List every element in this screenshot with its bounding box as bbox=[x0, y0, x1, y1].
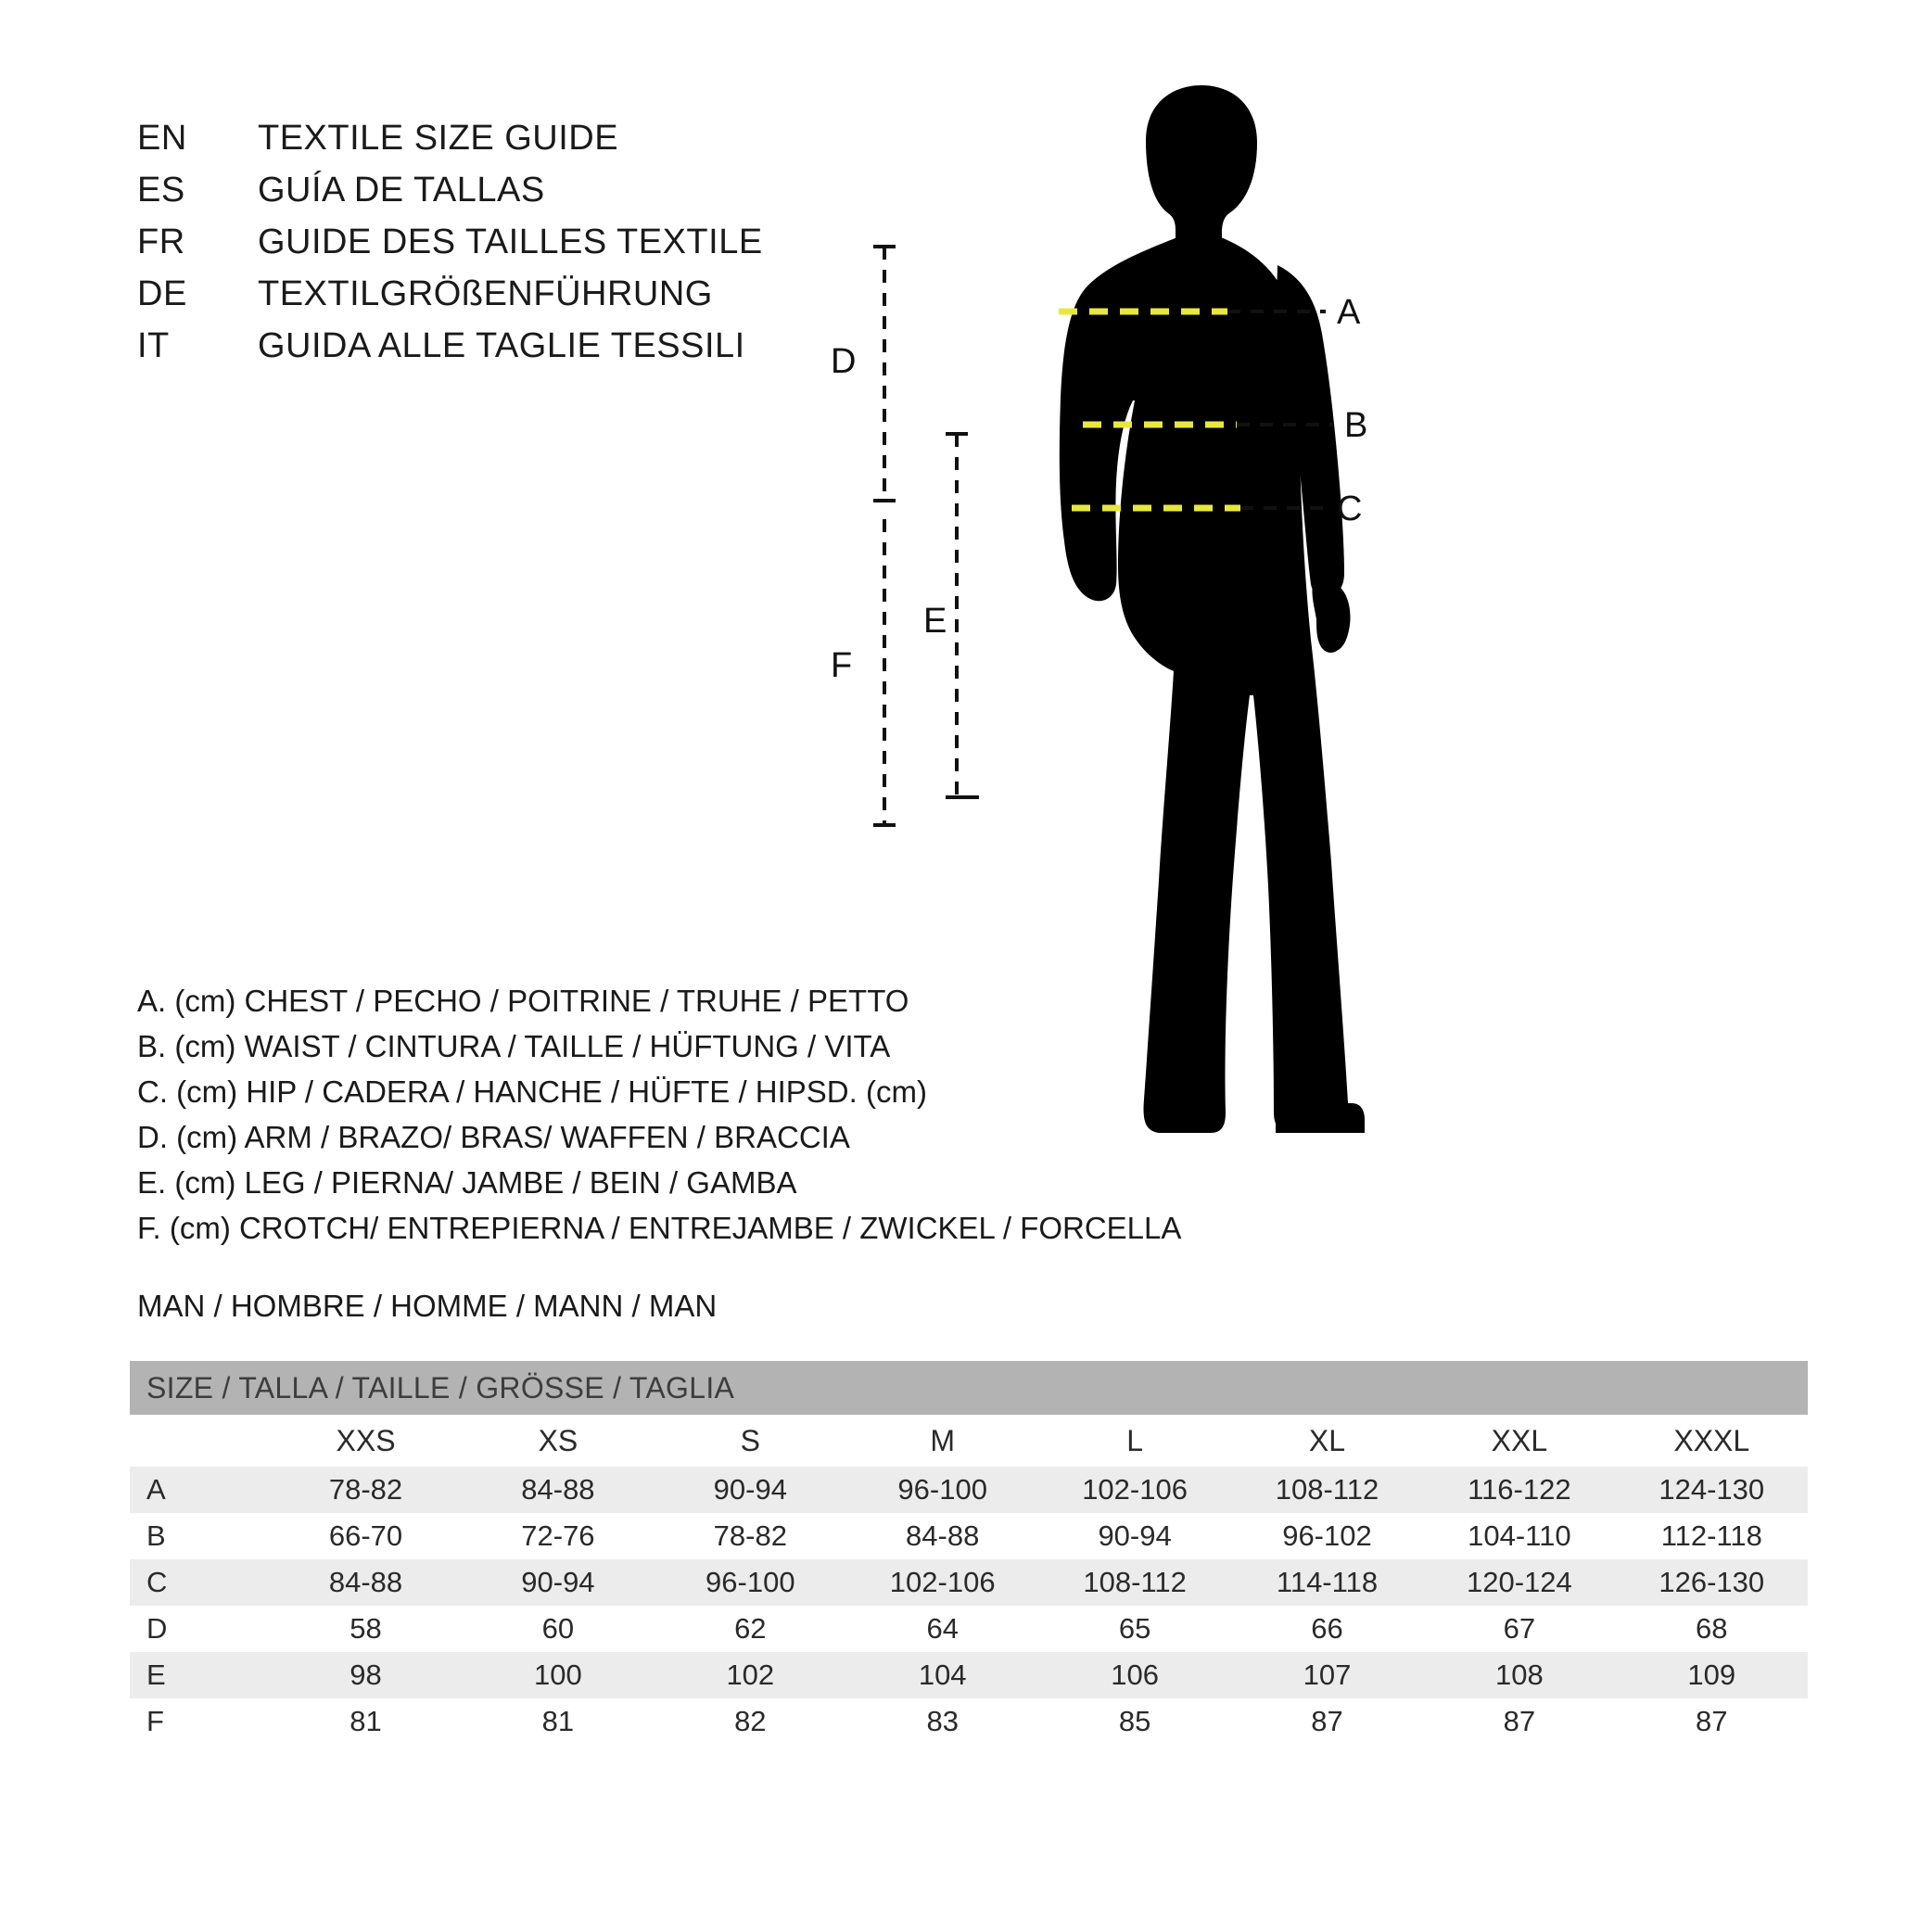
size-table bbox=[130, 1361, 1808, 1745]
cell: 78-82 bbox=[270, 1467, 462, 1513]
table-row bbox=[130, 1698, 1808, 1745]
cell: 58 bbox=[350, 1612, 382, 1645]
cell: 66 bbox=[1311, 1612, 1343, 1645]
language-row bbox=[137, 171, 763, 222]
row-label-e: E bbox=[130, 1652, 270, 1698]
cell: 98 bbox=[270, 1652, 462, 1698]
cell: 90-94 bbox=[462, 1559, 654, 1606]
cell: 104 bbox=[846, 1652, 1038, 1698]
label-crotch: F bbox=[831, 646, 853, 685]
legend-item-e: E. (cm) LEG / PIERNA/ JAMBE / BEIN / GAMBA bbox=[137, 1165, 797, 1200]
legend-item-c: C. (cm) HIP / CADERA / HANCHE / HÜFTE / HIPSD. (cm) bbox=[137, 1074, 927, 1109]
cell: 81 bbox=[541, 1705, 575, 1737]
cell: 124-130 bbox=[1616, 1467, 1808, 1513]
cell: 72-76 bbox=[521, 1519, 595, 1552]
cell: 60 bbox=[541, 1612, 575, 1645]
row-label-f: F bbox=[146, 1705, 164, 1737]
gender-label: MAN / HOMBRE / HOMME / MANN / MAN bbox=[137, 1289, 718, 1323]
language-title-block bbox=[137, 119, 763, 378]
label-chest: A bbox=[1337, 293, 1361, 332]
language-code: FR bbox=[137, 222, 185, 261]
legend-item-d: D. (cm) ARM / BRAZO/ BRAS/ WAFFEN / BRACCIA bbox=[137, 1120, 850, 1154]
language-title: TEXTILGRÖßENFÜHRUNG bbox=[258, 274, 713, 313]
cell: 84-88 bbox=[270, 1559, 462, 1606]
table-size-header-row bbox=[130, 1415, 1808, 1467]
label-waist: B bbox=[1344, 406, 1368, 445]
cell: 106 bbox=[1038, 1652, 1230, 1698]
language-code: ES bbox=[137, 171, 185, 210]
table-row bbox=[130, 1513, 1808, 1559]
cell: 62 bbox=[734, 1612, 767, 1645]
cell: 104-110 bbox=[1468, 1519, 1571, 1552]
table-row bbox=[130, 1559, 1808, 1606]
row-label-a: A bbox=[130, 1467, 270, 1513]
legend-item-a: A. (cm) CHEST / PECHO / POITRINE / TRUHE / PETTO bbox=[137, 984, 909, 1018]
legend-item-f: F. (cm) CROTCH/ ENTREPIERNA / ENTREJAMBE / ZWICKEL / FORCELLA bbox=[137, 1211, 1182, 1245]
legend-item-b: B. (cm) WAIST / CINTURA / TAILLE / HÜFTUNG / VITA bbox=[137, 1029, 891, 1063]
cell: 108-112 bbox=[1038, 1559, 1230, 1606]
cell: 65 bbox=[1118, 1612, 1151, 1645]
size-header-l: L bbox=[1126, 1423, 1143, 1457]
row-label-b: B bbox=[146, 1519, 166, 1552]
cell: 100 bbox=[462, 1652, 654, 1698]
cell: 112-118 bbox=[1660, 1519, 1762, 1552]
language-code: IT bbox=[137, 326, 170, 365]
language-title: TEXTILE SIZE GUIDE bbox=[258, 119, 619, 158]
cell: 108 bbox=[1423, 1652, 1615, 1698]
cell: 87 bbox=[1311, 1705, 1343, 1737]
language-row bbox=[137, 222, 763, 274]
cell: 108-112 bbox=[1231, 1467, 1423, 1513]
cell: 68 bbox=[1696, 1612, 1728, 1645]
cell: 66-70 bbox=[328, 1519, 403, 1552]
language-row bbox=[137, 326, 763, 378]
size-header-xxxl: XXXL bbox=[1673, 1423, 1750, 1457]
size-header-xl: XL bbox=[1308, 1423, 1346, 1457]
cell: 90-94 bbox=[655, 1467, 846, 1513]
label-hip: C bbox=[1337, 489, 1363, 528]
table-band-header bbox=[130, 1361, 1808, 1415]
male-silhouette-icon bbox=[1060, 85, 1368, 1133]
cell: 83 bbox=[926, 1705, 959, 1737]
size-band-label: SIZE / TALLA / TAILLE / GRÖSSE / TAGLIA bbox=[130, 1361, 1808, 1415]
cell: 126-130 bbox=[1616, 1559, 1808, 1606]
cell: 114-118 bbox=[1231, 1559, 1423, 1606]
cell: 96-100 bbox=[655, 1559, 846, 1606]
cell: 116-122 bbox=[1423, 1467, 1615, 1513]
cell: 84-88 bbox=[462, 1467, 654, 1513]
language-row bbox=[137, 119, 763, 171]
language-title: GUIDA ALLE TAGLIE TESSILI bbox=[258, 326, 745, 365]
cell: 102-106 bbox=[1038, 1467, 1230, 1513]
cell: 96-102 bbox=[1282, 1519, 1372, 1552]
language-code: EN bbox=[137, 119, 187, 158]
table-row bbox=[130, 1652, 1808, 1698]
size-header-xxs: XXS bbox=[336, 1423, 396, 1457]
size-header-m: M bbox=[930, 1423, 956, 1457]
label-arm: D bbox=[831, 342, 857, 381]
language-code: DE bbox=[137, 274, 187, 313]
cell: 102-106 bbox=[846, 1559, 1038, 1606]
cell: 102 bbox=[655, 1652, 846, 1698]
body-measurement-diagram bbox=[831, 83, 1891, 1224]
cell: 87 bbox=[1696, 1705, 1728, 1737]
cell: 120-124 bbox=[1423, 1559, 1615, 1606]
cell: 82 bbox=[734, 1705, 767, 1737]
cell: 78-82 bbox=[713, 1519, 787, 1552]
language-title: GUIDE DES TAILLES TEXTILE bbox=[258, 222, 763, 261]
cell: 87 bbox=[1503, 1705, 1536, 1737]
language-row bbox=[137, 274, 763, 326]
measurement-legend bbox=[137, 978, 1181, 1251]
cell: 67 bbox=[1503, 1612, 1536, 1645]
row-label-d: D bbox=[146, 1612, 168, 1645]
cell: 64 bbox=[926, 1612, 959, 1645]
size-header-xxl: XXL bbox=[1491, 1423, 1548, 1457]
table-row bbox=[130, 1606, 1808, 1652]
language-title: GUÍA DE TALLAS bbox=[258, 171, 545, 210]
cell: 90-94 bbox=[1098, 1519, 1172, 1552]
size-header-s: S bbox=[740, 1423, 760, 1457]
cell: 85 bbox=[1118, 1705, 1151, 1737]
cell: 84-88 bbox=[906, 1519, 980, 1552]
label-leg: E bbox=[923, 602, 947, 641]
corner-cell bbox=[130, 1415, 270, 1467]
cell: 81 bbox=[350, 1705, 382, 1737]
cell: 96-100 bbox=[846, 1467, 1038, 1513]
row-label-c: C bbox=[130, 1559, 270, 1606]
cell: 109 bbox=[1616, 1652, 1808, 1698]
cell: 107 bbox=[1231, 1652, 1423, 1698]
table-row bbox=[130, 1467, 1808, 1513]
size-header-xs: XS bbox=[538, 1423, 578, 1457]
